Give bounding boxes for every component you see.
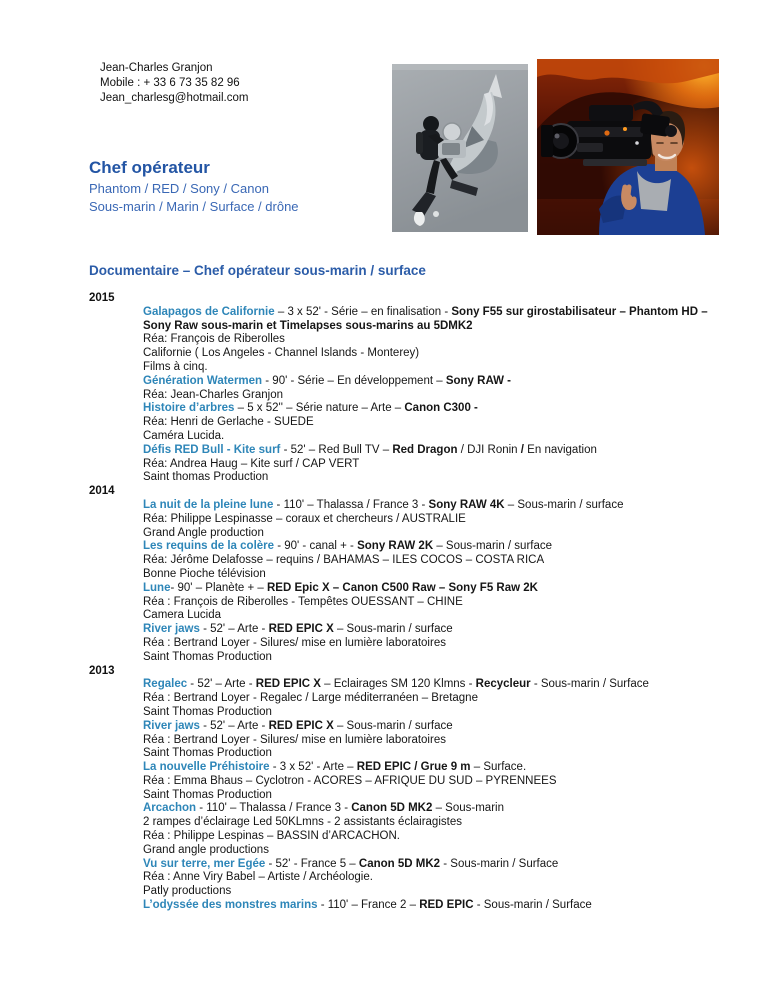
film-detail-line: Réa : Philippe Lespinas – BASSIN d’ARCACHON. [143,830,400,843]
film-title-line [143,802,717,816]
film-meta-text: – 3 x 52' - Série – en finalisation - [274,305,452,318]
film-title: River jaws [143,623,200,636]
film-title-line [143,899,717,913]
equipment-text: Sony RAW 2K [357,540,434,553]
film-meta-text: – Sous-marin / surface [504,498,624,511]
equipment-text: Canon 5D MK2 [358,857,441,870]
film-detail-line: Réa: Philippe Lespinasse – coraux et chercheurs / AUSTRALIE [143,512,466,525]
film-detail-line: Réa : Emma Bhaus – Cyclotron - ACORES – AFRIQUE DU SUD – PYRENNEES [143,774,557,787]
film-detail-line: Saint Thomas Production [143,705,272,718]
film-title-line [143,402,717,416]
film-detail-line: Réa : Anne Viry Babel – Artiste / Archéologie. [143,871,373,884]
equipment-text: RED Epic X – Canon C500 Raw – Sony F5 Raw 2K [266,581,538,594]
film-meta-text: - 52' – Arte - [199,719,269,732]
domains-line: Sous-marin / Marin / Surface / drône [89,198,299,214]
year-label: 2014 [89,485,115,498]
film-meta-text: – 5 x 52'' – Série nature – Arte – [234,402,405,415]
film-title-line [143,761,717,775]
cameraman-volcano-photo [537,59,719,235]
equipment-text: Recycleur [475,678,531,691]
film-detail-line: Bonne Pioche télévision [143,567,266,580]
film-title: Lune [143,581,171,594]
equipment-text: / [520,443,524,456]
film-detail-line: Réa: Jean-Charles Granjon [143,388,283,401]
film-title: Génération Watermen [143,374,263,387]
contact-block [100,61,248,107]
film-meta-text: - 90' – Planète + – [170,581,267,594]
equipment-text: Canon 5D MK2 [351,802,433,815]
film-meta-text: - 52' – Red Bull TV – [280,443,393,456]
diver-shark-illustration [392,64,528,232]
film-detail-line: 2 rampes d’éclairage Led 50KLmns - 2 assistants éclairagistes [143,816,462,829]
equipment-text: RED EPIC / Grue 9 m [356,761,471,774]
film-meta-text: - 52' – Arte - [187,678,256,691]
film-meta-text: - 110' – France 2 – [317,899,420,912]
year-label: 2015 [89,292,115,304]
film-meta-text: / DJI Ronin [457,443,521,456]
film-title-line [143,540,717,554]
film-title: La nuit de la pleine lune [143,498,274,511]
film-title-line [143,582,717,596]
equipment-text: RED EPIC [419,899,474,912]
film-title-line [143,720,717,734]
film-title-line [143,858,717,872]
contact-name: Jean-Charles Granjon [100,62,213,74]
film-detail-line: Saint Thomas Production [143,747,272,760]
film-title: Arcachon [143,802,197,815]
film-title-line [143,623,717,637]
film-detail-line: Réa: Henri de Gerlache - SUEDE [143,416,314,429]
film-detail-line: Caméra Lucida. [143,429,225,442]
film-detail-line: Saint Thomas Production [143,650,272,663]
film-detail-line: Réa: Jérôme Delafosse – requins / BAHAMAS – ILES COCOS – COSTA RICA [143,554,545,567]
equipment-text: Sony RAW - [445,374,511,387]
film-meta-text: - 3 x 52' - Arte – [269,761,357,774]
film-meta-text: – Surface. [470,761,527,774]
underwater-diver-shark-photo [392,64,528,232]
film-meta-text: – Sous-marin [432,802,504,815]
film-meta-text: - Sous-marin / Surface [440,857,559,870]
film-meta-text: – Sous-marin / surface [433,540,553,553]
section-heading: Documentaire – Chef opérateur sous-marin / surface [89,263,426,278]
film-title: Regalec [143,678,188,691]
film-meta-text: – Eclairages SM 120 Klmns - [320,678,476,691]
film-meta-text: - 90' - Série – En développement – [262,374,446,387]
film-title: La nouvelle Préhistoire [143,761,270,774]
film-detail-line: Camera Lucida [143,609,221,622]
film-detail-line: Californie ( Los Angeles - Channel Islands - Monterey) [143,347,420,360]
cameraman-illustration [537,59,719,235]
film-title: Vu sur terre, mer Egée [143,857,266,870]
equipment-text: Red Dragon [392,443,458,456]
title-block [89,158,299,215]
contact-mobile: Mobile : + 33 6 73 35 82 96 [100,77,240,90]
film-detail-line: Films à cinq. [143,360,208,373]
year-entries [143,678,717,913]
film-detail-line: Réa : Bertrand Loyer - Regalec / Large méditerranéen – Bretagne [143,692,478,705]
year-entries [143,499,717,665]
film-meta-text: - 52' – Arte - [199,623,269,636]
film-detail-line: Réa: Andrea Haug – Kite surf / CAP VERT [143,457,360,470]
film-detail-line: Réa : François de Riberolles - Tempêtes OUESSANT – CHINE [143,595,463,608]
film-detail-line: Réa : Bertrand Loyer - Silures/ mise en lumière laboratoires [143,636,446,649]
film-detail-line: Réa: François de Riberolles [143,333,285,346]
filmography [89,292,717,913]
film-meta-text: – Sous-marin / surface [333,719,453,732]
equipment-text: Sony RAW 4K [428,498,505,511]
film-meta-text: - Sous-marin / Surface [473,899,592,912]
film-meta-text: - 90' - canal + - [274,540,358,553]
year-label: 2013 [89,664,115,677]
film-title: Défis RED Bull - Kite surf [143,443,281,456]
equipment-text: RED EPIC X [268,719,334,732]
film-meta-text: – Sous-marin / surface [333,623,453,636]
film-title: Les requins de la colère [143,540,275,553]
film-title: L’odyssée des monstres marins [143,899,318,912]
film-title-line [143,444,717,458]
film-meta-text: - 110' – Thalassa / France 3 - [196,802,352,815]
film-meta-text: - Sous-marin / Surface [530,678,649,691]
year-entries [143,306,717,485]
film-title: River jaws [143,719,200,732]
film-title-line [143,678,717,692]
equipment-text: RED EPIC X [268,623,334,636]
film-meta-text: - 52' - France 5 – [265,857,359,870]
film-detail-line: Grand Angle production [143,526,264,539]
equipment-line: Phantom / RED / Sony / Canon [89,181,269,196]
film-title-line [143,499,717,513]
film-title: Histoire d’arbres [143,402,235,415]
film-title-line [143,306,717,334]
film-title: Galapagos de Californie [143,305,275,318]
film-detail-line: Saint thomas Production [143,471,269,484]
film-detail-line: Patly productions [143,885,232,898]
equipment-text: Sony F55 sur girostabilisateur – Phantom HD – Sony Raw sous-marin et Timelapses sous-marins au 5DMK2 [143,305,708,332]
contact-email: Jean_charlesg@hotmail.com [100,92,249,105]
film-detail-line: Grand angle productions [143,843,269,856]
film-meta-text: En navigation [523,443,597,456]
film-title-line [143,375,717,389]
film-detail-line: Réa : Bertrand Loyer - Silures/ mise en lumière laboratoires [143,733,446,746]
film-detail-line: Saint Thomas Production [143,788,272,801]
film-meta-text: - 110' – Thalassa / France 3 - [273,498,429,511]
page-title: Chef opérateur [89,158,210,177]
equipment-text: RED EPIC X [255,678,321,691]
equipment-text: Canon C300 - [404,402,478,415]
